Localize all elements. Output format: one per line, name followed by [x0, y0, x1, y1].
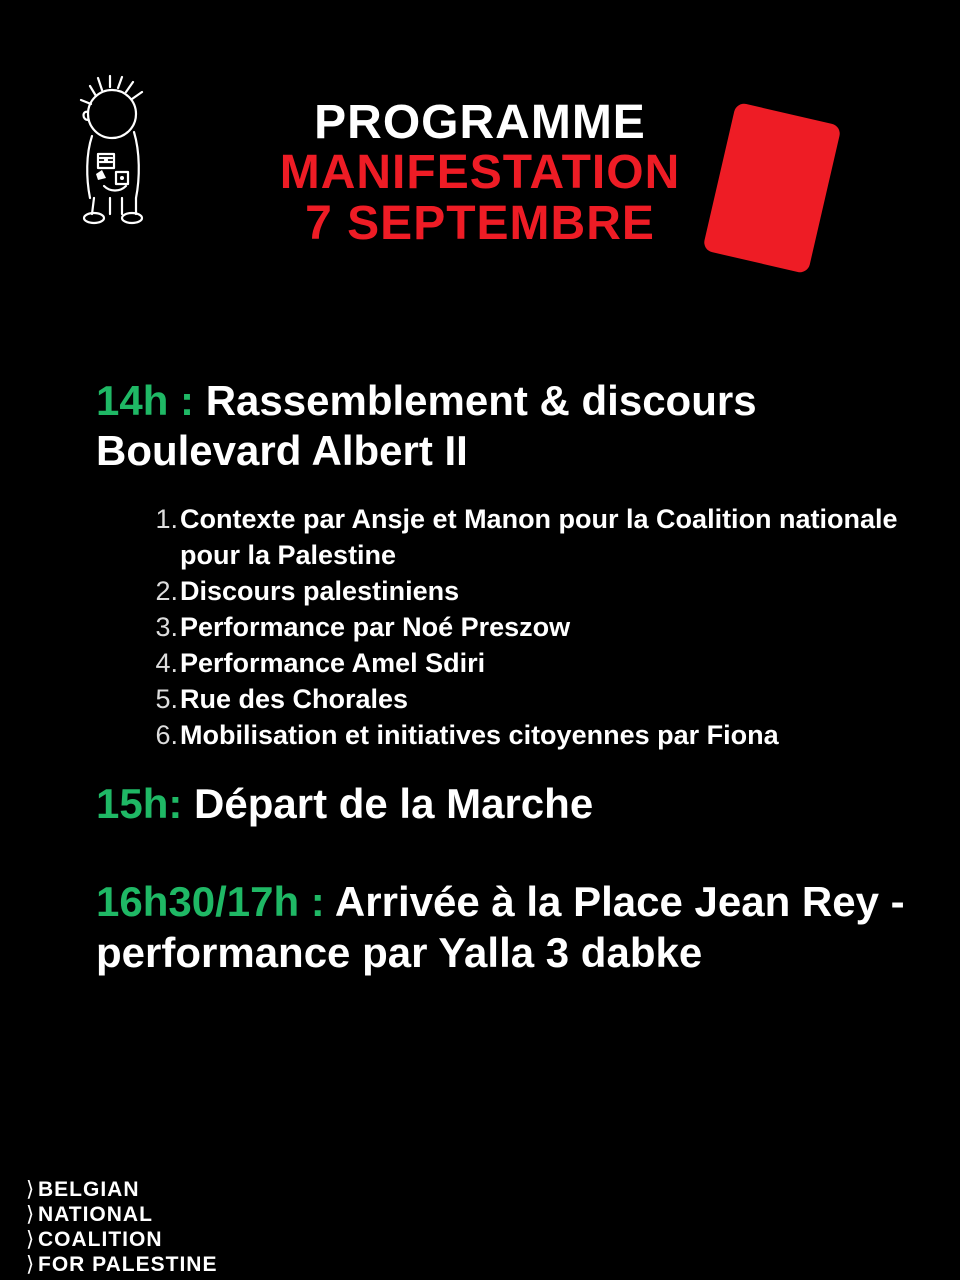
logo-text: BELGIAN — [38, 1178, 140, 1201]
list-item-number: 2 . — [152, 573, 180, 609]
schedule-section-15h — [96, 779, 916, 829]
program-schedule — [96, 376, 916, 978]
schedule-section-14h — [96, 376, 916, 477]
list-item-text: Performance par Noé Preszow — [180, 611, 571, 642]
list-item — [152, 681, 916, 717]
list-item-number: 3 . — [152, 609, 180, 645]
title-programme: PROGRAMME — [314, 96, 646, 149]
list-item-number: 1 . — [152, 501, 180, 573]
chevron-right-icon: ⟩ — [26, 1178, 36, 1201]
list-item — [152, 717, 916, 753]
logo-line — [26, 1177, 217, 1202]
handala-figure-icon — [76, 74, 154, 226]
logo-text: COALITION — [38, 1228, 163, 1251]
chevron-right-icon: ⟩ — [26, 1228, 36, 1251]
schedule-section-16h30 — [96, 877, 916, 978]
list-item — [152, 609, 916, 645]
list-item-text: Contexte par Ansje et Manon pour la Coalition nationale pour la Palestine — [180, 503, 898, 570]
list-item — [152, 501, 916, 573]
logo-line — [26, 1252, 217, 1277]
speaker-list — [96, 501, 916, 753]
title-manifestation: MANIFESTATION — [279, 146, 681, 200]
list-item-number: 5 . — [152, 681, 180, 717]
logo-text: NATIONAL — [38, 1203, 153, 1226]
list-item-text: Rue des Chorales — [180, 683, 409, 714]
schedule-description: Rassemblement & discours Boulevard Albert II — [96, 377, 757, 475]
chevron-right-icon: ⟩ — [26, 1253, 36, 1276]
logo-line — [26, 1227, 217, 1252]
schedule-description: Départ de la Marche — [194, 779, 594, 827]
organization-logo — [26, 1177, 217, 1277]
list-item — [152, 573, 916, 609]
schedule-time: 14h : — [96, 377, 195, 424]
list-item-text: Mobilisation et initiatives citoyennes par Fiona — [180, 719, 779, 750]
page-title — [230, 98, 730, 249]
chevron-right-icon: ⟩ — [26, 1203, 36, 1226]
schedule-time: 16h30/17h : — [96, 878, 325, 926]
logo-line — [26, 1202, 217, 1227]
list-item-text: Performance Amel Sdiri — [180, 647, 486, 678]
list-item-number: 4 . — [152, 645, 180, 681]
logo-text: FOR PALESTINE — [38, 1253, 218, 1276]
list-item-text: Discours palestiniens — [180, 575, 460, 606]
schedule-description: Arrivée à la Place Jean Rey - performance par Yalla 3 dabke — [96, 878, 905, 976]
list-item — [152, 645, 916, 681]
title-date: 7 SEPTEMBRE — [305, 196, 655, 250]
schedule-time: 15h: — [96, 779, 183, 827]
list-item-number: 6 . — [152, 717, 180, 753]
